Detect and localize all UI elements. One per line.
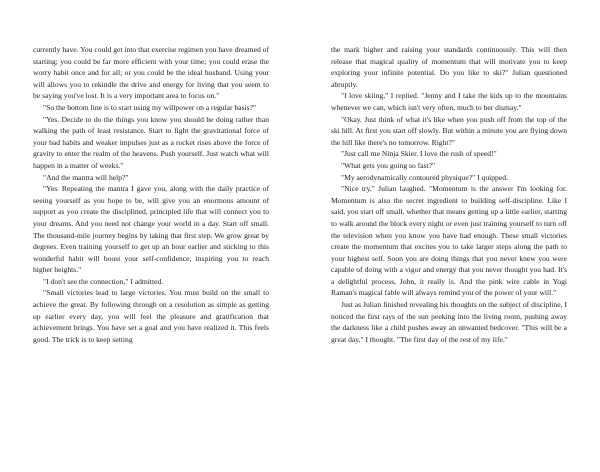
left-column [33,44,269,345]
paragraph: "Just call me Ninja Skier. I love the rush of speed!" [341,149,497,159]
paragraph: "I don't see the connection," I admitted. [43,276,164,286]
paragraph: the mark higher and raising your standards continuously. This will then release that magical quality of momentum that will motivate you to keep exploring your infinite potential. Do you like to ski?" Julian questioned abruptly. [331,45,567,89]
paragraph: Just as Julian finished revealing his thoughts on the subject of discipline, I noticed the first rays of the sun peeking into the living room, pushing away the darkness like a child pushes away an unwanted bedcover. "This will be a great day," I thought. "The first day of the rest of my life." [331,300,567,344]
paragraph: "Yes. Decide to do the things you know you should be doing rather than walking the path of least resistance. Start to fight the gravitational force of your bad habits and weaker impulses just as a rocket rises above the force of gravity to enter the realm of the heavens. Push yourself. Just watch what will happen in a matter of weeks." [33,114,269,170]
paragraph: "My aerodynamically contoured physique?" I quipped. [341,172,508,182]
paragraph: "And the mantra will help?" [43,172,129,182]
paragraph: "What gets you going so fast?" [341,160,436,170]
paragraph: currently have. You could get into that exercise regimen you have dreamed of starting; you could be far more efficient with your time; you could erase the worry habit once and for all; or you could be the ideal husband. Using your will allows you to rekindle the drive and energy for living that you seem to be saying you've lost. It is a very important area to focus on." [33,45,269,101]
right-column [331,44,567,345]
paragraph: "Nice try." Julian laughed. "Momentum is the answer I'm looking for. Momentum is also the secret ingredient to building self-discipline. Like I said, you start off small, whether that means getting up a little earlier, starting to walk around the block every night or even just training yourself to turn off the television when you know you have had enough. These small victories create the momentum that excites you to take larger steps along the path to your highest self. Soon you are doing things that you never knew you were capable of doing with a vigor and energy that you never thought you had. It's a delightful process, John, it really is. And the pink wire cable in Yogi Raman's magical fable will always remind you of the power of your will." [331,184,567,298]
paragraph: "Okay. Just think of what it's like when you push off from the top of the ski hill. At first you start off slowly. But within a minute you are flying down the hill like there's no tomorrow. Right?" [331,114,567,147]
paragraph: "Yes. Repeating the mantra I gave you, along with the daily practice of seeing yourself as you hope to be, will give you an enormous amount of support as you create the disciplined, principled life that will connect you to your dreams. And you need not change your world in a day. Start off small. The thousand-mile journey begins by taking that first step. We grow great by degrees. Even training yourself to get up an hour earlier and sticking to this wonderful habit will boost your self-confidence, inspiring you to reach higher heights." [33,184,269,275]
paragraph: "So the bottom line is to start using my willpower on a regular basis?" [43,102,257,112]
paragraph: "Small victories lead to large victories. You must build on the small to achieve the great. By following through on a resolution as simple as getting up earlier every day, you will feel the pleasure and gratification that achievement brings. You have set a goal and you have realized it. This feels good. The trick is to keep setting [33,288,269,344]
paragraph: "I love skiing," I replied. "Jenny and I take the kids up to the mountains whenever we can, which isn't very often, much to her dismay." [331,91,567,112]
